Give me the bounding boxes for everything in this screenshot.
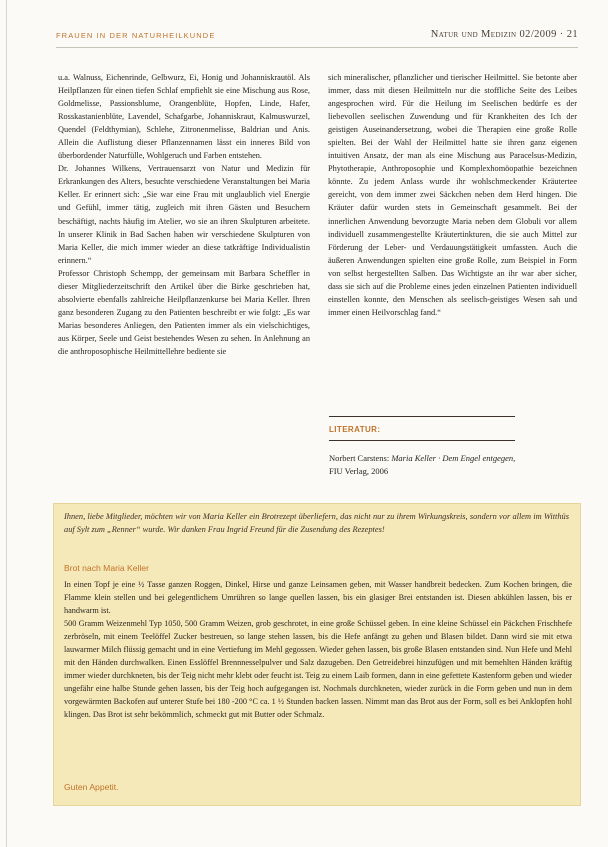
recipe-closing: Guten Appetit.	[64, 782, 119, 792]
literature-author: Norbert Carstens:	[329, 453, 392, 463]
section-title: FRAUEN IN DER NATURHEILKUNDE	[56, 31, 216, 40]
header-rule	[56, 47, 578, 48]
paragraph: sich mineralischer, pflanzlicher und tierischer Heilmittel. Sie betonte aber immer, dass mit diesen Heilmitteln nur die stoffliche Seite des Leibes angesprochen wird. Für die Heilung im Seelischen bedürfe es der liebevollen seelischen Zuwendung und für Krankheiten des Ich der geistigen Auseinandersetzung, wobei die Therapien eine große Rolle spielten. Bei der Wahl der Heilmittel hatte sie ihren ganz eigenen intuitiven Ansatz, der man als eine Mischung aus Paracelsus-Medizin, Phytotherapie, Anthroposophie und Komplexhomöopathie bezeichnen könnte. Zu jedem Anlass wurde ihr wohlschmeckender Kräutertee gereicht, von dem immer zwei Säckchen neben dem Herd hingen. Die Kräuter dafür wurden stets in Gemeinschaft gesammelt. Bei der innerlichen Anwendung bevorzugte Maria neben dem Globuli vor allem individuell zusammengestellte Kräutertinkturen, die sie auch Mittel zur Förderung der Leber- und Verdauungstätigkeit umfassten. Auch die äußeren Anwendungen spielten eine große Rolle, zum Beispiel in Form von selbst hergestellten Salben. Das Wichtigste an ihr war aber sicher, dass sie sich auf die Probleme eines jeden einzelnen Patienten individuell einstellen konnte, den Menschen als seelisch-geistiges Wesen sah und immer einen Heilvorschlag fand.“	[328, 73, 577, 317]
recipe-box	[53, 503, 581, 806]
literature-book-title: Maria Keller · Dem Engel entgegen,	[391, 453, 516, 463]
recipe-title: Brot nach Maria Keller	[64, 563, 150, 573]
page-edge	[6, 0, 7, 847]
running-header	[56, 31, 578, 45]
literature-heading: LITERATUR:	[329, 425, 381, 434]
article-column-right	[328, 71, 577, 319]
recipe-step: In einen Topf je eine ½ Tasse ganzen Roggen, Dinkel, Hirse und ganze Leinsamen geben, mit Wasser handbreit bedecken. Zum Kochen bringen, die Flamme klein stellen und bei gelegentlichem Umrühren so lange quellen lassen, bis ein glasiger Brei entstanden ist. Diesen abkühlen lassen, bis er handwarm ist.	[64, 580, 572, 616]
recipe-intro: Ihnen, liebe Mitglieder, möchten wir von Maria Keller ein Brotrezept überliefern, das nicht nur zu ihrem Wirkungskreis, sondern vor allem im Witthüs auf Sylt zum „Renner“ wurde. Wir danken Frau Ingrid Freund für die Zusendung des Rezeptes!	[64, 512, 569, 535]
recipe-step: 500 Gramm Weizenmehl Typ 1050, 500 Gramm Weizen, grob geschrotet, in eine große Schüssel geben. In eine kleine Schüssel ein Päckchen Frischhefe zerbröseln, mit einem Teelöffel Zucker bestreuen, so lange stehen lassen, bis die Hefe anfängt zu gehen und Blasen bildet. Dann wird sie mit etwa lauwarmer Milch flüssig gemacht und in eine Vertiefung im Mehl gegossen. Wieder gehen lassen, bis große Blasen entstanden sind. Nun Hefe und Mehl mit den Händen durchwalken. Einen Esslöffel Brennnesselpulver und Salz dazugeben. Den Getreidebrei hinzufügen und mit bemehlten Händen kräftig immer wieder durchkneten, bis der Teig nicht mehr klebt oder feucht ist. Teig zu einem Laib formen, dann in eine gefettete Kastenform geben und wieder ungefähr eine halbe Stunde gehen lassen, bis der Teig hoch aufgegangen ist. Nochmals durchkneten, wieder zurück in die Form geben und nun in dem vorgewärmten Backofen auf unterer Stufe bei 180 -200 °C ca. 1 ½ Stunden backen lassen. Nimmt man das Brot aus der Form, soll es bei Anklopfen hohl klingen. Das Brot ist sehr bekömmlich, schmeckt gut mit Butter oder Schmalz.	[64, 619, 572, 720]
journal-issue-page: Natur und Medizin 02/2009 · 21	[430, 29, 578, 40]
paragraph: Professor Christoph Schempp, der gemeinsam mit Barbara Scheffler in dieser Mitgliederzeitschrift den Artikel über die Birke geschrieben hat, absolvierte ebenfalls zahlreiche Heilpflanzenkurse bei Maria Keller. Ihren ganz besonderen Zugang zu den Patienten beschreibt er wie folgt: „Es war Marias besonderes Anliegen, den Patienten immer als ein vielschichtiges, aus Körper, Seele und Geist bestehendes Wesen zu sehen. In Anlehnung an die anthroposophische Heilmittellehre bediente sie	[58, 268, 310, 356]
literature-reference	[329, 452, 549, 477]
article-column-left	[58, 71, 310, 358]
paragraph: Dr. Johannes Wilkens, Vertrauensarzt von Natur und Medizin für Erkrankungen des Alters, besuchte verschiedene Veranstaltungen bei Maria Keller. Er erinnert sich: „Sie war eine Frau mit unglaublich viel Energie und Gefühl, immer tätig, zugleich mit ihren Gästen und Besuchern beschäftigt, nachts häufig im Atelier, wo sie an ihren Skulpturen arbeitete. In unserer Klinik in Bad Sachen haben wir verschiedene Skulpturen von Maria Keller, die mich immer wieder an diese tatkräftige Individualistin erinnern.“	[58, 164, 310, 265]
literature-rule-top	[329, 416, 515, 417]
paragraph: u.a. Walnuss, Eichenrinde, Gelbwurz, Ei, Honig und Johanniskrautöl. Als Heilpflanzen für einen tiefen Schlaf empfiehlt sie eine Mischung aus Rose, Goldmelisse, Passionsblume, Orangenblüte, Hopfen, Linde, Hafer, Rosskastanienblüte, Lavendel, Schafgarbe, Johanniskraut, Kalmuswurzel, Quendel (Feldthymian), Schlehe, Zitronenmelisse, Baldrian und Anis. Allein die Auflistung dieser Pflanzennamen lässt ein inneres Bild von überbordender Naturfülle, Wohlgeruch und Farben entstehen.	[58, 73, 310, 161]
literature-publisher: FIU Verlag, 2006	[329, 465, 389, 476]
literature-rule-bottom	[329, 440, 515, 441]
recipe-instructions	[64, 578, 572, 722]
